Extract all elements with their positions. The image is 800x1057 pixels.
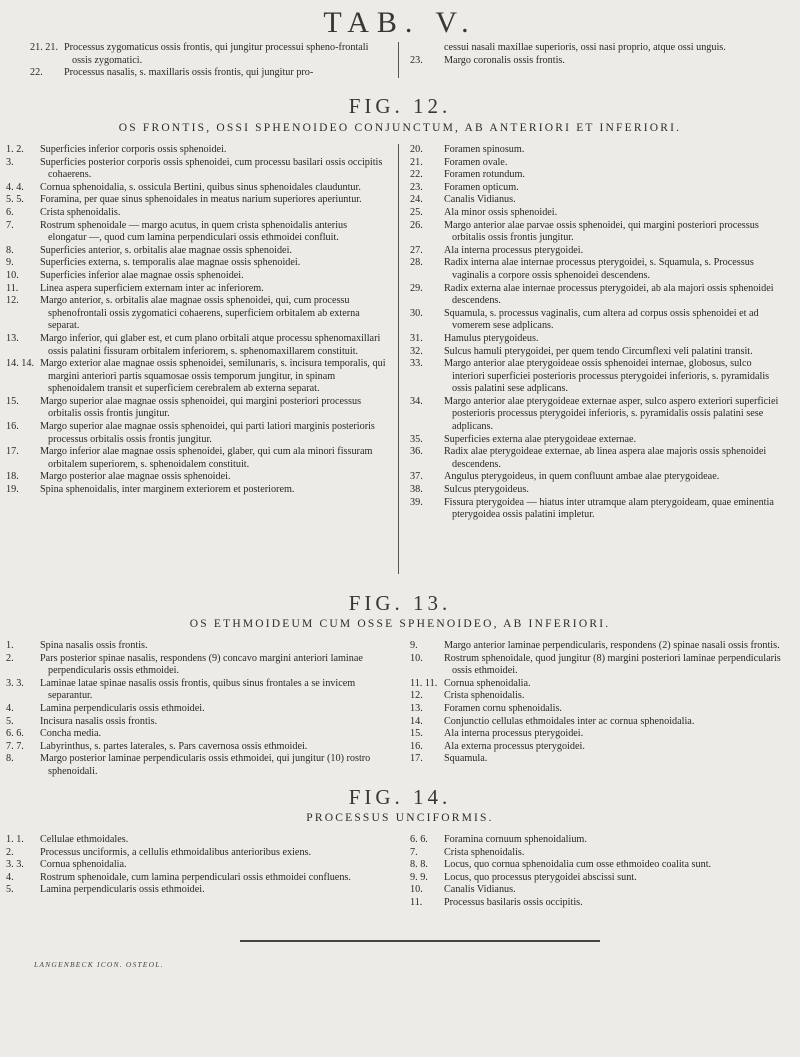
fig12-legend-item-text: Margo anterior, s. orbitalis alae magnae ossis sphenoidei, qui, cum processu sphenofrontali ossis zygomatici cohaerens, superficiem orbitalem ab externa separat. xyxy=(40,295,360,332)
fig12-legend-item xyxy=(410,144,785,157)
fig12-legend-item-number: 12. xyxy=(6,295,19,307)
fig12-legend-item-number: 31. xyxy=(410,332,423,344)
fig12-legend-item-text: Margo superior alae magnae ossis sphenoidei, qui margini posteriori processus orbitalis ossis frontis jungitur. xyxy=(40,395,362,420)
fig14-legend-item-number: 8. 8. xyxy=(410,859,428,871)
fig12-right-column xyxy=(410,144,785,522)
fig12-legend-item xyxy=(6,396,388,421)
fig13-legend-item-text: Ala interna processus pterygoidei. xyxy=(444,728,584,740)
fig13-legend-item xyxy=(410,640,785,653)
fig14-legend-item-text: Locus, quo processus pterygoidei abscissi sunt. xyxy=(444,871,637,883)
fig13-legend-item-number: 12. xyxy=(410,690,423,702)
fig13-legend-item-number: 16. xyxy=(410,740,423,752)
fig12-legend-item-text: Margo inferior, qui glaber est, et cum plano orbitali atque processu sphenomaxillari ossis palatini fissuram orbitalem inferiorem, s. sphenomaxillarem constituit. xyxy=(40,332,381,357)
fig13-legend-item-number: 10. xyxy=(410,652,423,664)
fig12-legend-item-text: Foramen rotundum. xyxy=(444,169,525,181)
fig12-legend-item xyxy=(6,471,388,484)
fig12-legend-item xyxy=(6,194,388,207)
fig12-legend-item-text: Spina sphenoidalis, inter marginem exteriorem et posteriorem. xyxy=(40,484,295,496)
fig12-legend-item xyxy=(6,257,388,270)
fig14-legend-item xyxy=(410,897,785,910)
fig12-legend-item xyxy=(410,396,785,434)
fig13-legend-item xyxy=(410,728,785,741)
fig11-legend-item-number: 21. 21. xyxy=(30,42,59,53)
fig13-legend-item-number: 5. xyxy=(6,715,14,727)
fig12-legend-item-number: 34. xyxy=(410,395,423,407)
fig12-legend-item xyxy=(410,169,785,182)
fig12-legend-item-text: Canalis Vidianus. xyxy=(444,194,516,206)
fig13-legend-item xyxy=(410,703,785,716)
fig12-label: FIG. 12. xyxy=(348,94,452,118)
fig12-legend-item-text: Ala minor ossis sphenoidei. xyxy=(444,206,558,218)
fig14-legend-item-number: 10. xyxy=(410,884,423,896)
fig11-legend-item-text: Processus nasalis, s. maxillaris ossis frontis, qui jungitur pro- xyxy=(64,67,314,79)
fig13-legend-item xyxy=(410,690,785,703)
fig12-legend-item-number: 7. xyxy=(6,219,14,231)
fig13-legend-item-number: 4. xyxy=(6,702,14,714)
fig12-legend-item xyxy=(410,308,785,333)
fig13-legend-item-text: Lamina perpendicularis ossis ethmoidei. xyxy=(40,702,205,714)
fig12-legend-item-number: 22. xyxy=(410,169,423,181)
fig12-legend-item-number: 35. xyxy=(410,433,423,445)
fig14-legend-item-number: 2. xyxy=(6,846,14,858)
fig12-legend-item-text: Radix externa alae internae processus pterygoidei, ab ala majori ossis sphenoidei descendens. xyxy=(444,282,774,307)
fig12-legend-item-text: Foramen spinosum. xyxy=(444,144,525,155)
fig12-legend-item-number: 13. xyxy=(6,332,19,344)
publisher-footer: LANGENBECK ICON. OSTEOL. xyxy=(34,960,164,969)
fig12-legend-item xyxy=(6,283,388,296)
fig14-legend-item xyxy=(410,884,785,897)
fig12-legend-item-text: Fissura pterygoidea — hiatus inter utramque alam pterygoideam, quae eminentia pterygoidea ossis palatini impletur. xyxy=(444,496,774,521)
fig11-legend-item-number: 23. xyxy=(410,54,423,66)
intro-left-column xyxy=(30,42,385,80)
fig12-legend-item-text: Margo anterior alae pterygoideae externae asper, sulco aspero exteriori superficiei posterioris processus pterygoidei inferioris, s. pyramidalis ossis palatini sese adplicans. xyxy=(444,395,779,433)
fig14-legend-item-number: 4. xyxy=(6,871,14,883)
fig12-legend-item-number: 16. xyxy=(6,421,19,433)
fig12-legend-item xyxy=(410,358,785,396)
fig12-legend-item xyxy=(6,333,388,358)
fig14-legend-item xyxy=(6,872,388,885)
fig12-legend-item-text: Ala interna processus pterygoidei. xyxy=(444,244,584,256)
fig12-legend-item-number: 1. 2. xyxy=(6,144,24,155)
fig14-legend-item-text: Processus unciformis, a cellulis ethmoidalibus anterioribus exiens. xyxy=(40,846,312,858)
fig12-legend-item-number: 9. xyxy=(6,257,14,269)
fig12-legend-item xyxy=(6,446,388,471)
fig14-legend-item xyxy=(410,872,785,885)
fig12-legend-item-number: 26. xyxy=(410,219,423,231)
fig14-legend-item-number: 7. xyxy=(410,846,418,858)
fig13-legend-item xyxy=(410,741,785,754)
fig12-legend-item-text: Margo anterior alae parvae ossis sphenoidei, qui margini posteriori processus orbitalis ossis frontis jungitur. xyxy=(444,219,759,244)
fig13-legend-item xyxy=(6,678,388,703)
fig13-legend-item-number: 8. xyxy=(6,753,14,765)
fig12-legend-item-number: 27. xyxy=(410,244,423,256)
fig12-legend-item-text: Squamula, s. processus vaginalis, cum altera ad corpus ossis sphenoidei et ad vomerem sese adplicans. xyxy=(444,307,759,332)
fig12-legend-item-text: Superficies anterior, s. orbitalis alae magnae ossis sphenoidei. xyxy=(40,244,292,256)
fig13-legend-item-text: Spina nasalis ossis frontis. xyxy=(40,640,148,651)
fig13-legend-item-text: Conjunctio cellulas ethmoidales inter ac cornua sphenoidalia. xyxy=(444,715,695,727)
fig12-legend-item-text: Margo exterior alae magnae ossis sphenoidei, semilunaris, s. incisura temporalis, qui margini anteriori partis squamosae ossis temporum jungitur, in spinam sphenoidalem transit et superficiem cerebralem ab externa separat. xyxy=(40,358,386,395)
fig13-legend-item-number: 9. xyxy=(410,640,418,651)
fig12-legend-item-number: 36. xyxy=(410,446,423,458)
fig12-legend-item xyxy=(410,471,785,484)
fig14-legend-item-number: 9. 9. xyxy=(410,871,428,883)
fig13-legend-item-text: Laminae latae spinae nasalis ossis frontis, quibus sinus frontales a se invicem separantur. xyxy=(40,677,356,702)
fig11-legend-item-text: cessui nasali maxillae superioris, ossi nasi proprio, atque ossi unguis. xyxy=(444,42,726,53)
fig12-legend-item-number: 29. xyxy=(410,282,423,294)
fig14-legend-item-text: Canalis Vidianus. xyxy=(444,884,516,896)
fig14-label: FIG. 14. xyxy=(348,785,452,809)
fig14-legend-item-text: Locus, quo cornua sphenoidalia cum osse ethmoideo coalita sunt. xyxy=(444,859,712,871)
fig12-legend-item xyxy=(410,446,785,471)
fig12-legend-item-text: Radix interna alae internae processus pterygoidei, s. Squamula, s. Processus vaginalis a corpore ossis sphenoidei descendens. xyxy=(444,257,754,281)
fig14-legend-item-text: Foramina cornuum sphenoidalium. xyxy=(444,834,587,845)
plate-title: TAB. V. xyxy=(323,6,477,39)
fig11-legend-item xyxy=(410,42,775,55)
fig14-legend-item-number: 11. xyxy=(410,896,423,908)
fig14-legend-item-number: 6. 6. xyxy=(410,834,428,845)
fig12-legend-item-number: 15. xyxy=(6,395,19,407)
fig14-legend-item-number: 3. 3. xyxy=(6,859,24,871)
fig13-legend-item-number: 2. xyxy=(6,652,14,664)
fig12-legend-item-number: 39. xyxy=(410,496,423,508)
fig12-legend-item-text: Linea aspera superficiem externam inter ac inferiorem. xyxy=(40,282,264,294)
fig12-legend-item xyxy=(410,333,785,346)
fig12-legend-item-number: 33. xyxy=(410,358,423,370)
fig12-legend-item-number: 11. xyxy=(6,282,19,294)
fig12-legend-item-number: 17. xyxy=(6,446,19,458)
fig12-legend-item-text: Margo inferior alae magnae ossis sphenoidei, glaber, qui cum ala minori fissuram orbitalem superiorem, s. sphenoidalem constituit. xyxy=(40,446,373,470)
fig13-legend-item-text: Squamula. xyxy=(444,753,488,765)
fig12-legend-item-number: 28. xyxy=(410,257,423,269)
fig12-legend-item xyxy=(410,484,785,497)
fig12-legend-item xyxy=(6,144,388,157)
fig13-legend-item-text: Margo posterior laminae perpendicularis ossis ethmoidei, qui jungitur (10) rostro sphenoidali. xyxy=(40,753,371,777)
fig12-legend-item-text: Sulcus pterygoideus. xyxy=(444,484,529,496)
fig12-legend-item-text: Cornua sphenoidalia, s. ossicula Bertini, quibus sinus sphenoidales clauduntur. xyxy=(40,181,361,193)
fig13-legend-item xyxy=(410,716,785,729)
fig12-legend-item-text: Superficies externa, s. temporalis alae magnae ossis sphenoidei. xyxy=(40,257,301,269)
fig13-legend-item xyxy=(6,703,388,716)
fig13-legend-item-number: 7. 7. xyxy=(6,740,24,752)
fig13-legend-item-number: 14. xyxy=(410,715,423,727)
fig12-legend-item-number: 21. xyxy=(410,156,423,168)
fig14-legend-item-text: Cornua sphenoidalia. xyxy=(40,859,127,871)
fig14-legend-item-text: Lamina perpendicularis ossis ethmoidei. xyxy=(40,884,205,896)
fig12-legend-item-number: 20. xyxy=(410,144,423,155)
fig12-legend-item-number: 23. xyxy=(410,181,423,193)
bottom-rule xyxy=(240,940,600,942)
fig12-legend-item xyxy=(410,157,785,170)
fig14-legend-item-text: Rostrum sphenoidale, cum lamina perpendiculari ossis ethmoidei confluens. xyxy=(40,871,351,883)
fig12-legend-item-text: Foramina, per quae sinus sphenoidales in meatus narium superiores aperiuntur. xyxy=(40,194,362,206)
fig12-legend-item-number: 14. 14. xyxy=(6,358,35,370)
fig12-legend-item xyxy=(6,295,388,333)
fig13-legend-item-text: Incisura nasalis ossis frontis. xyxy=(40,715,158,727)
fig12-legend-item xyxy=(410,245,785,258)
fig13-legend-item-text: Labyrinthus, s. partes laterales, s. Pars cavernosa ossis ethmoidei. xyxy=(40,740,308,752)
fig13-legend-item xyxy=(6,741,388,754)
column-divider xyxy=(398,42,399,78)
fig14-legend-item xyxy=(6,834,388,847)
fig12-legend-item-text: Rostrum sphenoidale — margo acutus, in quem crista sphenoidalis anterius elongatur —, quod cum lamina perpendiculari ossis ethmoidei confluit. xyxy=(40,219,348,244)
fig13-legend-item xyxy=(6,653,388,678)
fig12-legend-item xyxy=(410,257,785,282)
fig13-legend-item-text: Pars posterior spinae nasalis, respondens (9) concavo margini anteriori laminae perpendicularis ossis ethmoidei. xyxy=(40,652,363,677)
fig12-legend-item-text: Superficies externa alae pterygoideae externae. xyxy=(444,433,637,445)
fig12-legend-item-text: Radix alae pterygoideae externae, ab linea aspera alae majoris ossis sphenoidei descendens. xyxy=(444,446,767,470)
fig11-legend-item xyxy=(410,55,775,68)
fig14-legend-item xyxy=(6,884,388,897)
fig12-legend-item xyxy=(6,270,388,283)
fig12-legend-item xyxy=(410,346,785,359)
fig13-legend-item-number: 3. 3. xyxy=(6,677,24,689)
fig12-legend-item-number: 32. xyxy=(410,345,423,357)
fig12-legend-item-number: 6. xyxy=(6,206,14,218)
fig13-title: OS ETHMOIDEUM CUM OSSE SPHENOIDEO, AB INFERIORI. xyxy=(189,618,611,630)
fig14-legend-item-text: Crista sphenoidalis. xyxy=(444,846,525,858)
fig12-legend-item-number: 10. xyxy=(6,269,19,281)
fig12-legend-item xyxy=(6,421,388,446)
fig12-legend-item-number: 37. xyxy=(410,471,423,483)
fig13-legend-item xyxy=(6,640,388,653)
fig13-legend-item-number: 6. 6. xyxy=(6,728,24,740)
fig13-right-column xyxy=(410,640,785,766)
fig12-legend-item-text: Sulcus hamuli pterygoidei, per quem tendo Circumflexi veli palatini transit. xyxy=(444,345,753,357)
fig14-right-column xyxy=(410,834,785,910)
fig13-legend-item-number: 15. xyxy=(410,728,423,740)
fig14-legend-item xyxy=(410,847,785,860)
fig14-legend-item-number: 1. 1. xyxy=(6,834,24,845)
fig12-legend-item xyxy=(410,283,785,308)
fig11-legend-item-number: 22. xyxy=(30,67,43,79)
fig12-legend-item xyxy=(410,220,785,245)
fig13-legend-item xyxy=(6,728,388,741)
fig11-legend-item xyxy=(30,67,385,80)
fig14-legend-item xyxy=(6,847,388,860)
fig13-legend-item xyxy=(6,753,388,778)
fig11-legend-item-text: Margo coronalis ossis frontis. xyxy=(444,54,565,66)
fig11-legend-item-text: Processus zygomaticus ossis frontis, qui jungitur processui spheno-frontali ossis zygomatici. xyxy=(64,42,369,66)
fig13-legend-item-text: Margo anterior laminae perpendicularis, respondens (2) spinae nasali ossis frontis. xyxy=(444,640,780,651)
fig12-left-column xyxy=(6,144,388,497)
fig12-legend-item-number: 30. xyxy=(410,307,423,319)
fig14-legend-item-text: Processus basilaris ossis occipitis. xyxy=(444,896,583,908)
fig12-legend-item xyxy=(410,194,785,207)
fig12-legend-item-text: Angulus pterygoideus, in quem confluunt ambae alae pterygoideae. xyxy=(444,471,720,483)
fig12-legend-item-number: 4. 4. xyxy=(6,181,24,193)
fig14-legend-item xyxy=(6,859,388,872)
intro-right-column xyxy=(410,42,775,67)
fig13-legend-item-text: Rostrum sphenoidale, quod jungitur (8) margini posteriori laminae perpendicularis ossis ethmoidei. xyxy=(444,652,781,677)
fig14-left-column xyxy=(6,834,388,897)
fig14-legend-item xyxy=(410,859,785,872)
fig12-legend-item-text: Hamulus pterygoideus. xyxy=(444,332,539,344)
fig12-legend-item xyxy=(6,245,388,258)
fig12-legend-item xyxy=(6,220,388,245)
fig12-legend-item-number: 3. xyxy=(6,156,14,168)
fig14-legend-item xyxy=(410,834,785,847)
fig13-legend-item-text: Crista sphenoidalis. xyxy=(444,690,525,702)
fig12-legend-item xyxy=(410,497,785,522)
fig12-legend-item-text: Superficies inferior alae magnae ossis sphenoidei. xyxy=(40,269,244,281)
fig13-legend-item xyxy=(6,716,388,729)
fig14-title: PROCESSUS UNCIFORMIS. xyxy=(306,812,494,824)
fig12-legend-item-number: 38. xyxy=(410,484,423,496)
fig11-legend-item xyxy=(30,42,385,67)
fig12-legend-item-text: Superficies inferior corporis ossis sphenoidei. xyxy=(40,144,227,155)
fig13-legend-item-text: Concha media. xyxy=(40,728,102,740)
fig13-left-column xyxy=(6,640,388,779)
fig13-legend-item xyxy=(410,678,785,691)
fig13-legend-item-text: Cornua sphenoidalia. xyxy=(444,677,531,689)
fig12-legend-item-text: Superficies posterior corporis ossis sphenoidei, cum processu basilari ossis occipitis cohaerens. xyxy=(40,156,383,181)
fig12-legend-item-text: Foramen ovale. xyxy=(444,156,508,168)
fig13-legend-item xyxy=(410,653,785,678)
fig13-legend-item-number: 13. xyxy=(410,702,423,714)
fig12-legend-item-number: 18. xyxy=(6,471,19,483)
fig12-legend-item-text: Margo superior alae magnae ossis sphenoidei, qui parti latiori marginis posterioris processus orbitalis ossis frontis jungitur. xyxy=(40,421,375,445)
fig13-legend-item-number: 17. xyxy=(410,753,423,765)
fig13-legend-item-text: Ala externa processus pterygoidei. xyxy=(444,740,585,752)
fig12-legend-item-number: 25. xyxy=(410,206,423,218)
fig12-legend-item-number: 5. 5. xyxy=(6,194,24,206)
fig13-label: FIG. 13. xyxy=(348,591,452,615)
fig13-legend-item-number: 1. xyxy=(6,640,14,651)
fig12-legend-item-text: Margo anterior alae pterygoideae ossis sphenoidei internae, globosus, sulco interiori superficiei posterioris processus pterygoidei inferioris, s. pyramidalis ossis palatini sese adplicans. xyxy=(444,358,770,395)
fig12-legend-item-number: 8. xyxy=(6,244,14,256)
fig12-legend-item xyxy=(6,157,388,182)
fig12-legend-item xyxy=(410,207,785,220)
fig12-legend-item xyxy=(6,484,388,497)
fig12-legend-item-number: 19. xyxy=(6,484,19,496)
fig13-legend-item-number: 11. 11. xyxy=(410,677,438,689)
fig13-legend-item-text: Foramen cornu sphenoidalis. xyxy=(444,702,562,714)
fig12-legend-item-text: Foramen opticum. xyxy=(444,181,519,193)
fig12-legend-item xyxy=(6,207,388,220)
fig12-legend-item-text: Crista sphenoidalis. xyxy=(40,206,121,218)
fig12-legend-item xyxy=(6,358,388,396)
fig13-legend-item xyxy=(410,753,785,766)
fig12-title: OS FRONTIS, OSSI SPHENOIDEO CONJUNCTUM, AB ANTERIORI ET INFERIORI. xyxy=(118,122,682,134)
fig12-legend-item xyxy=(410,434,785,447)
fig12-legend-item xyxy=(410,182,785,195)
column-divider xyxy=(398,144,399,574)
fig12-legend-item xyxy=(6,182,388,195)
fig14-legend-item-text: Cellulae ethmoidales. xyxy=(40,834,129,845)
fig12-legend-item-text: Margo posterior alae magnae ossis sphenoidei. xyxy=(40,471,231,483)
fig12-legend-item-number: 24. xyxy=(410,194,423,206)
fig14-legend-item-number: 5. xyxy=(6,884,14,896)
